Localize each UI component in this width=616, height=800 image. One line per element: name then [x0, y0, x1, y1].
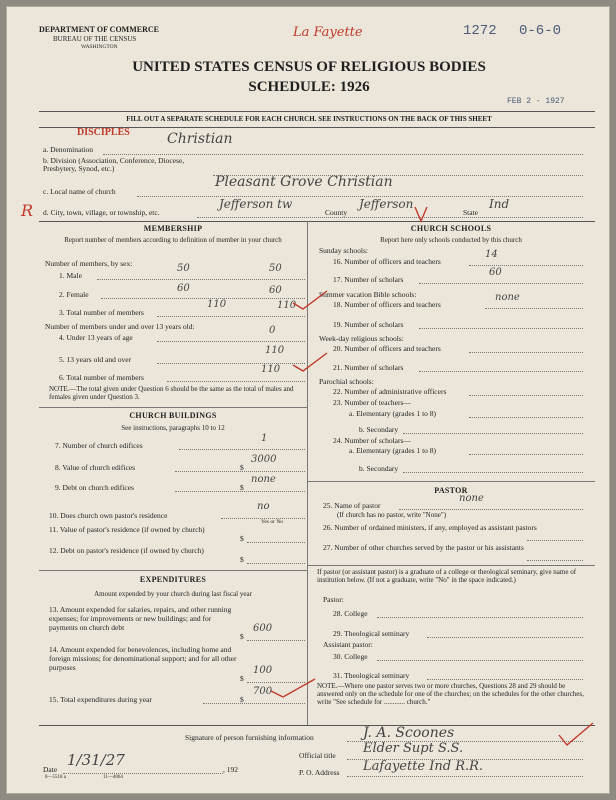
check-mark-county [411, 203, 431, 225]
denomination-stamp: DISCIPLES [77, 127, 130, 138]
q8-label: 8. Value of church edifices [55, 463, 136, 472]
q14-value: 100 [253, 665, 273, 676]
check-mark-q6 [291, 351, 331, 373]
q2-value: 60 [177, 283, 190, 294]
expenditures-title: EXPENDITURES [139, 575, 207, 584]
check-mark-signature [557, 721, 597, 751]
q7-value: 1 [261, 433, 268, 444]
q29-label: 29. Theological seminary [333, 629, 410, 638]
q2-value-2: 60 [269, 285, 282, 296]
q6-label: 6. Total number of members [59, 373, 144, 382]
parochial-schools-label: Parochial schools: [319, 377, 374, 386]
q20-label: 20. Number of officers and teachers [333, 344, 441, 353]
official-title-value: Elder Supt S.S. [363, 741, 464, 756]
q22-label: 22. Number of administrative officers [333, 387, 447, 396]
q31-label: 31. Theological seminary [333, 671, 410, 680]
q10-value: no [257, 501, 270, 512]
q25-note: (If church has no pastor, write "None") [337, 511, 447, 519]
q16-value: 14 [485, 249, 498, 260]
city-town-label: d. City, town, village, or township, etc. [43, 208, 160, 217]
division-label: b. Division (Association, Conference, Diocese, Presbytery, Synod, etc.) [43, 156, 185, 173]
form-number-2: 11—4064 [103, 775, 123, 780]
denomination-label: a. Denomination [43, 145, 93, 154]
q19-label: 19. Number of scholars [333, 320, 404, 329]
date-year-suffix: , 192 [223, 765, 238, 774]
q23b-label: b. Secondary [359, 425, 399, 434]
q13-dollar: $ [240, 632, 244, 641]
check-mark-q15 [269, 677, 319, 699]
instructions-line: FILL OUT A SEPARATE SCHEDULE FOR EACH CHURCH. SEE INSTRUCTIONS ON THE BACK OF THIS SHEET [126, 115, 492, 123]
received-stamp: FEB 2 - 1927 [507, 97, 565, 106]
q17-label: 17. Number of scholars [333, 275, 404, 284]
summer-schools-label: Summer vacation Bible schools: [319, 290, 417, 299]
department-label: DEPARTMENT OF COMMERCE [39, 25, 160, 34]
q25-label: 25. Name of pastor [323, 501, 381, 510]
q18-label: 18. Number of officers and teachers [333, 300, 441, 309]
assistant-sub-label: Assistant pastor: [323, 640, 373, 649]
q13-label: 13. Amount expended for salaries, repairs, and other running expenses; for improvements or new buildings; and for payments on church debt [49, 605, 232, 632]
schedule-title: SCHEDULE: 1926 [248, 79, 370, 95]
q11-dollar: $ [240, 534, 244, 543]
q14-dollar: $ [240, 674, 244, 683]
membership-note: NOTE.—The total given under Question 6 should be the same as the total of males and females given under Question 3. [49, 385, 294, 401]
expenditures-subtitle: Amount expended by your church during last fiscal year [94, 590, 252, 598]
q1-label: 1. Male [59, 271, 82, 280]
q4-label: 4. Under 13 years of age [59, 333, 133, 342]
margin-mark: R [21, 201, 34, 220]
members-by-sex-label: Number of members, by sex: [45, 259, 133, 268]
graduate-note: If pastor (or assistant pastor) is a graduate of a college or theological seminary, give name of institution below. (If not a graduate, write "No" in the space indicated.) [317, 568, 577, 584]
q9-value: none [251, 474, 276, 485]
census-schedule-page [6, 6, 610, 794]
q25-value: none [459, 493, 484, 504]
check-mark-q3 [291, 289, 331, 311]
q12-dollar: $ [240, 555, 244, 564]
church-name-label: c. Local name of church [43, 187, 116, 196]
stamp-number: 1272 [463, 23, 497, 39]
po-address-value: Lafayette Ind R.R. [363, 759, 484, 774]
q11-label: 11. Value of pastor's residence (if owned by church) [49, 525, 205, 534]
q24b-label: b. Secondary [359, 464, 399, 473]
q24-label: 24. Number of scholars— [333, 436, 411, 445]
pastor-sub-label: Pastor: [323, 595, 344, 604]
pastor-note: NOTE.—Where one pastor serves two or more churches, Questions 28 and 29 should be answered only on the schedule for one of the churches; on the schedules for the other churches, write "See schedule for ............ church." [317, 682, 584, 706]
q1-value-2: 50 [269, 263, 282, 274]
q28-label: 28. College [333, 609, 368, 618]
q3-value-2: 110 [277, 300, 297, 311]
buildings-subtitle: See instructions, paragraphs 10 to 12 [121, 424, 225, 432]
q5-value: 110 [265, 345, 285, 356]
date-label: Date [43, 765, 58, 774]
schools-title: CHURCH SCHOOLS [410, 224, 492, 233]
q10-label: 10. Does church own pastor's residence [49, 511, 168, 520]
po-address-label: P. O. Address [299, 768, 340, 777]
q2-label: 2. Female [59, 290, 89, 299]
q8-value: 3000 [251, 454, 277, 465]
q23-label: 23. Number of teachers— [333, 398, 411, 407]
q12-label: 12. Debt on pastor's residence (if owned by church) [49, 546, 204, 555]
q14-label: 14. Amount expended for benevolences, including home and foreign missions; for denominational support; and for all other purposes [49, 645, 237, 672]
q24a-label: a. Elementary (grades 1 to 8) [349, 446, 437, 455]
buildings-title: CHURCH BUILDINGS [129, 411, 217, 420]
q8-dollar: $ [240, 463, 244, 472]
schools-subtitle: Report here only schools conducted by this church [380, 236, 522, 244]
membership-title: MEMBERSHIP [143, 224, 203, 233]
q7-label: 7. Number of church edifices [55, 441, 143, 450]
pastor-title: PASTOR [434, 486, 468, 495]
sunday-schools-label: Sunday schools: [319, 246, 368, 255]
q17-value: 60 [489, 267, 502, 278]
age-label: Number of members under and over 13 years old: [45, 322, 195, 331]
q4-value: 0 [269, 325, 276, 336]
q5-label: 5. 13 years old and over [59, 355, 132, 364]
q15-label: 15. Total expenditures during year [49, 695, 152, 704]
form-number: 8—5518 a [45, 775, 66, 780]
q9-dollar: $ [240, 483, 244, 492]
q6-value: 110 [261, 364, 281, 375]
church-name-value: Pleasant Grove Christian [215, 174, 393, 190]
q9-label: 9. Debt on church edifices [55, 483, 134, 492]
county-value: Jefferson [359, 197, 414, 211]
form-title: UNITED STATES CENSUS OF RELIGIOUS BODIES [132, 59, 486, 75]
q27-label: 27. Number of other churches served by the pastor or his assistants [323, 543, 524, 552]
q18-value: none [495, 292, 520, 303]
date-value: 1/31/27 [67, 751, 125, 769]
county-handwritten: La Fayette [293, 25, 363, 40]
denomination-value: Christian [167, 131, 233, 147]
q26-label: 26. Number of ordained ministers, if any, employed as assistant pastors [323, 523, 537, 532]
county-label: County [325, 208, 348, 217]
bureau-label: BUREAU OF THE CENSUS [53, 35, 137, 43]
stamp-code: 0-6-0 [519, 23, 562, 39]
q3-value: 110 [207, 299, 227, 310]
city-label: WASHINGTON [81, 44, 118, 50]
q30-label: 30. College [333, 652, 368, 661]
q15-dollar: $ [240, 695, 244, 704]
official-title-label: Official title [299, 751, 336, 760]
membership-subtitle: Report number of members according to definition of member in your church [64, 236, 282, 244]
yes-no-hint: Yes or No [261, 519, 284, 525]
q1-value: 50 [177, 263, 190, 274]
q21-label: 21. Number of scholars [333, 363, 404, 372]
q3-label: 3. Total number of members [59, 308, 144, 317]
city-town-value: Jefferson tw [219, 197, 293, 211]
q23a-label: a. Elementary (grades 1 to 8) [349, 409, 437, 418]
q13-value: 600 [253, 623, 273, 634]
q16-label: 16. Number of officers and teachers [333, 257, 441, 266]
signature-value: J. A. Scoones [363, 725, 455, 741]
signature-label: Signature of person furnishing information [185, 733, 314, 742]
state-label: State [463, 208, 478, 217]
state-value: Ind [489, 197, 510, 211]
weekday-schools-label: Week-day religious schools: [319, 334, 404, 343]
q15-value: 700 [253, 686, 273, 697]
